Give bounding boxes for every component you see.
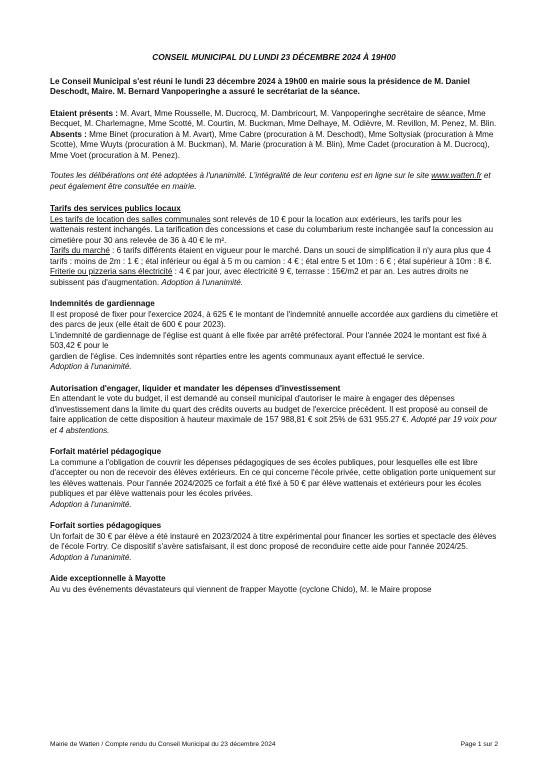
paragraph-text: L'indemnité de gardiennage de l'église est quant à elle fixée par arrêté préfectoral. Pour l'année 2024 le montant est fixé à 503,42 € pour le	[50, 330, 487, 350]
tarifs-friterie	[50, 267, 498, 288]
document-body	[50, 52, 498, 606]
section-investissement	[50, 384, 498, 437]
paragraph-text: Un forfait de 30 € par élève a été instauré en 2023/2024 à titre expérimental pour financer les sorties et spectacle des élèves de l'école Fortry. Ce dispositif s'avère satisfaisant, il est donc proposé de reconduire cette aide pour l'année 2024/25.	[50, 531, 497, 551]
attendees-absent	[50, 130, 498, 162]
paragraph-text: : 4 € par jour, avec électricité 9 €, terrasse : 15€/m2 et par an. Les autres droits ne subissent pas d'augmentation.	[50, 267, 469, 287]
footer-source: Mairie de Watten / Compte rendu du Conseil Municipal du 23 décembre 2024	[50, 741, 276, 748]
adoption-note: Adoption à l'unanimité.	[50, 362, 132, 371]
section-gardiennage	[50, 299, 498, 373]
section-heading: Aide exceptionnelle à Mayotte	[50, 574, 166, 583]
website-link[interactable]: www.watten.fr	[431, 171, 482, 180]
paragraph-text: gardien de l'église. Ces indemnités sont réparties entre les agents communaux ayant effectué le service.	[50, 351, 425, 361]
section-heading: Indemnités de gardiennage	[50, 299, 155, 308]
adoption-note: Adoption à l'unanimité.	[161, 277, 243, 287]
document-title: CONSEIL MUNICIPAL DU LUNDI 23 DÉCEMBRE 2024 À 19H00	[152, 52, 396, 62]
section-heading: Tarifs des services publics locaux	[50, 204, 181, 213]
note-text-after: et peut également être consultée en mairie.	[50, 171, 491, 191]
subheading: Les tarifs de location des salles communales	[50, 214, 211, 224]
attendees-present	[50, 109, 498, 130]
paragraph-text: : 6 tarifs différents étaient en vigueur pour le marché. Dans un souci de simplification il n'y aura plus que 4 tarifs : moins de 2m : 1 € ; étal inférieur ou égal à 5 m ou camion : 4 € ; étal entre 5 et 10m : 6 € ; étal supérieur à 10m : 8 €.	[50, 246, 492, 266]
section-heading: Forfait matériel pédagogique	[50, 447, 162, 456]
adoption-note: Adoption à l'unanimité.	[50, 552, 132, 562]
section-tarifs	[50, 204, 498, 288]
section-heading: Autorisation d'engager, liquider et mandater les dépenses d'investissement	[50, 383, 341, 393]
subheading: Friterie ou pizzeria sans électricité	[50, 267, 173, 276]
deliberations-note	[50, 171, 498, 192]
paragraph-text: Au vu des événements dévastateurs qui viennent de frapper Mayotte (cyclone Chido), M. le Maire propose	[50, 584, 432, 594]
page-number: Page 1 sur 2	[460, 741, 498, 748]
tarifs-marche	[50, 246, 498, 267]
section-materiel	[50, 447, 498, 510]
section-sorties	[50, 521, 498, 563]
intro-paragraph: Le Conseil Municipal s'est réuni le lundi 23 décembre 2024 à 19h00 en mairie sous la présidence de M. Daniel Deschodt, Maire. M. Bernard Vanpoperinghe a assuré le secrétariat de la séance.	[50, 76, 470, 96]
adoption-note: Adoption à l'unanimité.	[50, 499, 132, 509]
page-footer	[50, 741, 498, 749]
paragraph-text: La commune a l'obligation de couvrir les dépenses pédagogiques de ses écoles publiques, pour lesquelles elle est libre d'accepter ou non de recevoir des élèves extérieurs. En ce qui concerne l'école privée, cette obligation porte uniquement sur les élèves wattenais. Pour l'année 2024/2025 ce forfait a été fixé à 50 € par élève wattenais et extérieurs pour les écoles publiques et par élève wattenais pour les écoles privées.	[50, 457, 496, 498]
absent-label: Absents :	[50, 129, 87, 139]
section-mayotte	[50, 574, 498, 595]
investissement-text	[50, 394, 498, 436]
tarifs-salles	[50, 215, 498, 247]
paragraph-text: sont relevés de 10 € pour la location aux extérieurs, les tarifs pour les wattenais restent inchangés. La tarification des concessions et case du columbarium reste inchangée sauf la concession au cimetière pour 30 ans relevée de 36 à 40 € le m².	[50, 214, 494, 245]
present-list: M. Avart, Mme Rousselle, M. Ducrocq, M. Dambricourt, M. Vanpoperinghe secrétaire de séance, Mme Becquet, M. Charlemagne, Mme Scotté, M. Courtin, M. Buckman, Mme Delhaye, M. Odièvre, M. Revillon, M. Penez, M. Blin.	[50, 108, 497, 128]
absent-list: Mme Binet (procuration à M. Avart), Mme Cabre (procuration à M. Deschodt), Mme Soltysiak (procuration à Mme Scotte), Mme Wuyts (procuration à M. Buckman), M. Marie (procuration à M. Blin), Mme Cadet (procuration à M. Ducrocq), Mme Voet (procuration à M. Penez).	[50, 129, 494, 160]
sorties-text	[50, 532, 498, 564]
paragraph-text: En attendant le vote du budget, il est demandé au conseil municipal d'autoriser le maire à engager des dépenses d'investissement dans la limite du quart des crédits ouverts au budget de l'exercice précédent. Il est proposé au conseil de faire application de cette disposition à hauteur maximale de 157 988,81 € soit 25% de 631 955.27 €.	[50, 394, 488, 424]
note-text-before: Toutes les délibérations ont été adoptées à l'unanimité. L'intégralité de leur contenu est en ligne sur le site	[50, 171, 432, 180]
section-heading: Forfait sorties pédagogiques	[50, 521, 162, 530]
subheading: Tarifs du marché	[50, 246, 110, 255]
present-label: Etaient présents :	[50, 108, 118, 118]
adoption-note: Adopté par 19 voix pour et 4 abstentions.	[50, 415, 497, 435]
paragraph-text: Il est proposé de fixer pour l'exercice 2024, à 625 € le montant de l'indemnité annuelle accordée aux gardiens du cimetière et des parcs de jeux (elle était de 600 € pour 2023).	[50, 309, 498, 329]
